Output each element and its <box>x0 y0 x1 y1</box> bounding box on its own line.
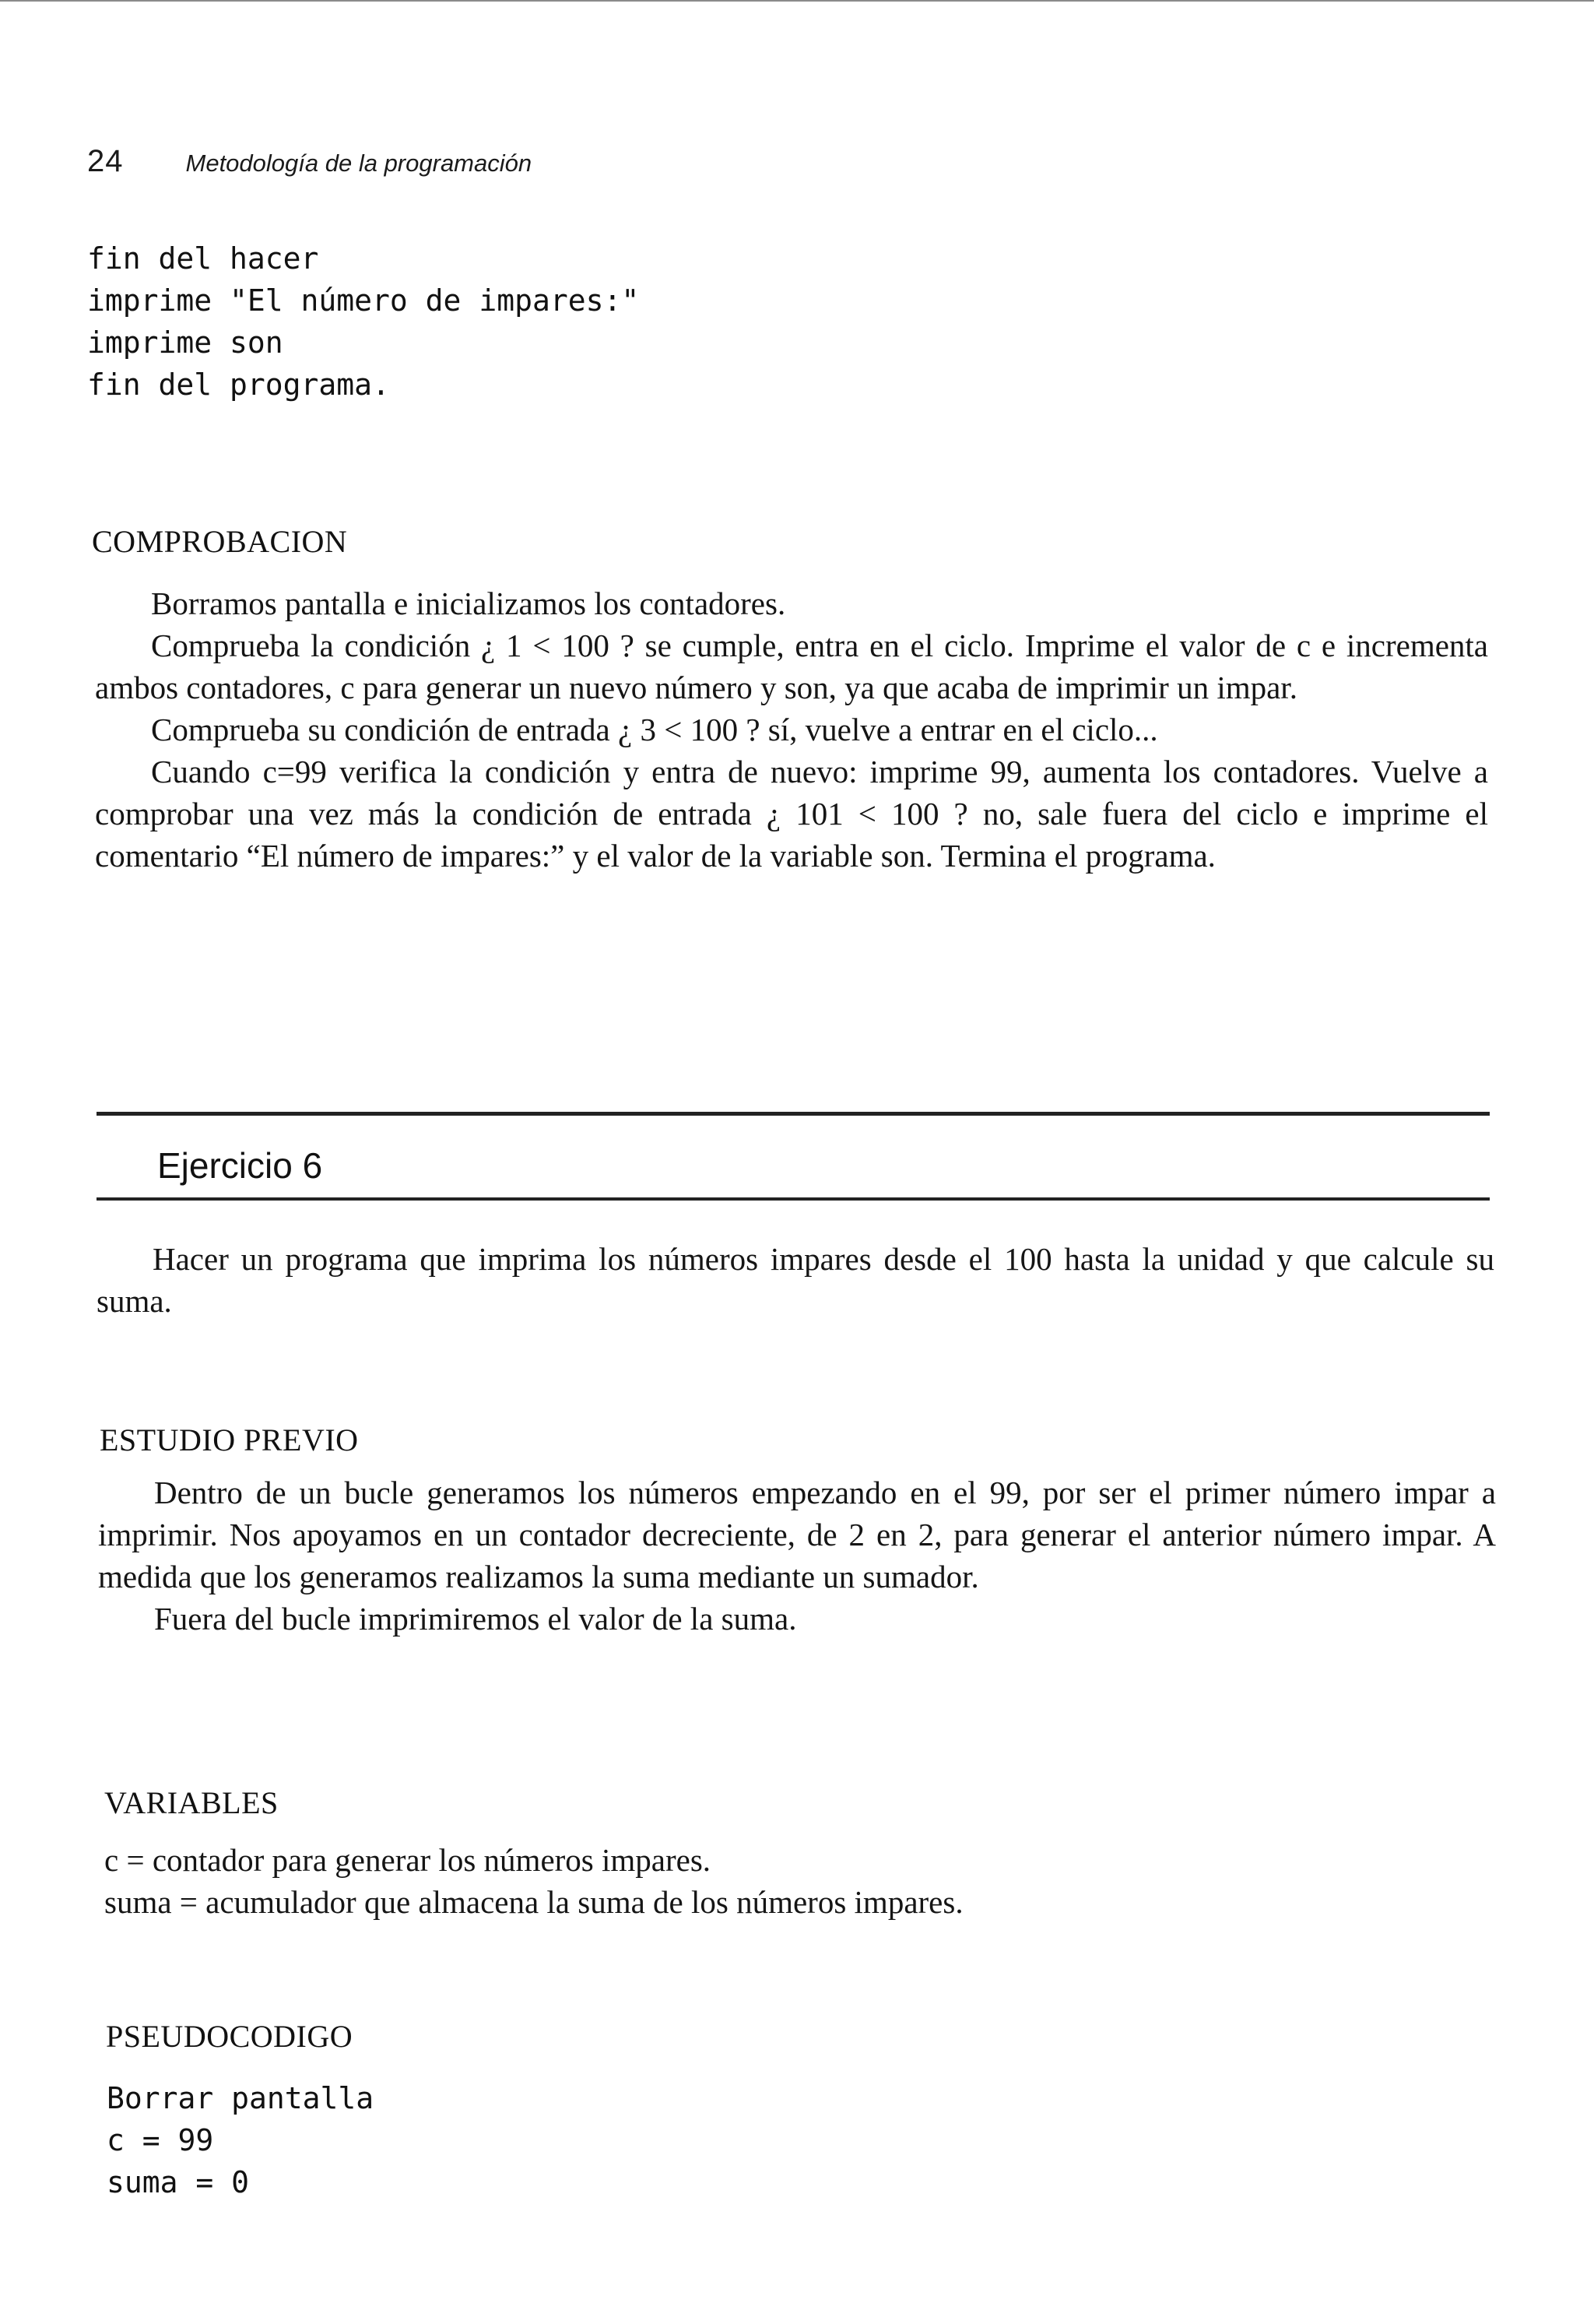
code-line: Borrar pantalla <box>107 2081 374 2115</box>
exercise-statement <box>97 1238 1494 1322</box>
comprobacion-heading: COMPROBACION <box>92 524 348 559</box>
estudio-previo-body <box>98 1471 1496 1640</box>
paragraph: Dentro de un bucle generamos los números empezando en el 99, por ser el primer número impar a imprimir. Nos apoyamos en un contador decreciente, de 2 en 2, para generar el anterior número impar. A medida que los generamos realizamos la suma mediante un sumador. <box>98 1475 1496 1594</box>
paragraph: Borramos pantalla e inicializamos los contadores. <box>151 585 786 621</box>
pseudocodigo-heading: PSEUDOCODIGO <box>106 2019 353 2054</box>
code-block-top <box>87 237 639 406</box>
variable-item: suma = acumulador que almacena la suma de los números impares. <box>104 1884 964 1920</box>
exercise-title: Ejercicio 6 <box>157 1145 323 1186</box>
running-title: Metodología de la programación <box>185 149 532 177</box>
paragraph: Fuera del bucle imprimiremos el valor de la suma. <box>154 1601 797 1637</box>
code-line: imprime son <box>87 325 283 360</box>
page-number: 24 <box>87 144 124 178</box>
page-header <box>87 144 532 191</box>
paragraph: Comprueba la condición ¿ 1 < 100 ? se cumple, entra en el ciclo. Imprime el valor de c e incrementa ambos contadores, c para generar un nuevo número y son, ya que acaba de imprimir un impar. <box>95 628 1488 705</box>
estudio-previo-heading: ESTUDIO PREVIO <box>100 1422 359 1457</box>
code-line: imprime "El número de impares:" <box>87 283 640 318</box>
code-line: c = 99 <box>107 2123 214 2157</box>
code-line: fin del programa. <box>87 367 390 402</box>
code-line: fin del hacer <box>87 241 319 276</box>
page-edge-line <box>0 0 1594 2</box>
exercise-rule-bottom <box>97 1197 1490 1201</box>
paragraph: Hacer un programa que imprima los números impares desde el 100 hasta la unidad y que calcule su suma. <box>97 1241 1494 1319</box>
variables-list <box>104 1839 1350 1923</box>
code-block-pseudocodigo <box>107 2077 374 2203</box>
exercise-rule-top <box>97 1112 1490 1116</box>
paragraph: Comprueba su condición de entrada ¿ 3 < 100 ? sí, vuelve a entrar en el ciclo... <box>151 712 1158 747</box>
variables-heading: VARIABLES <box>104 1785 279 1820</box>
variable-item: c = contador para generar los números impares. <box>104 1842 711 1878</box>
paragraph: Cuando c=99 verifica la condición y entra de nuevo: imprime 99, aumenta los contadores. Vuelve a comprobar una vez más la condición de entrada ¿ 101 < 100 ? no, sale fuera del ciclo e imprime el comentario “El número de impares:” y el valor de la variable son. Termina el programa. <box>95 754 1488 874</box>
comprobacion-body <box>95 582 1488 877</box>
code-line: suma = 0 <box>107 2165 250 2199</box>
